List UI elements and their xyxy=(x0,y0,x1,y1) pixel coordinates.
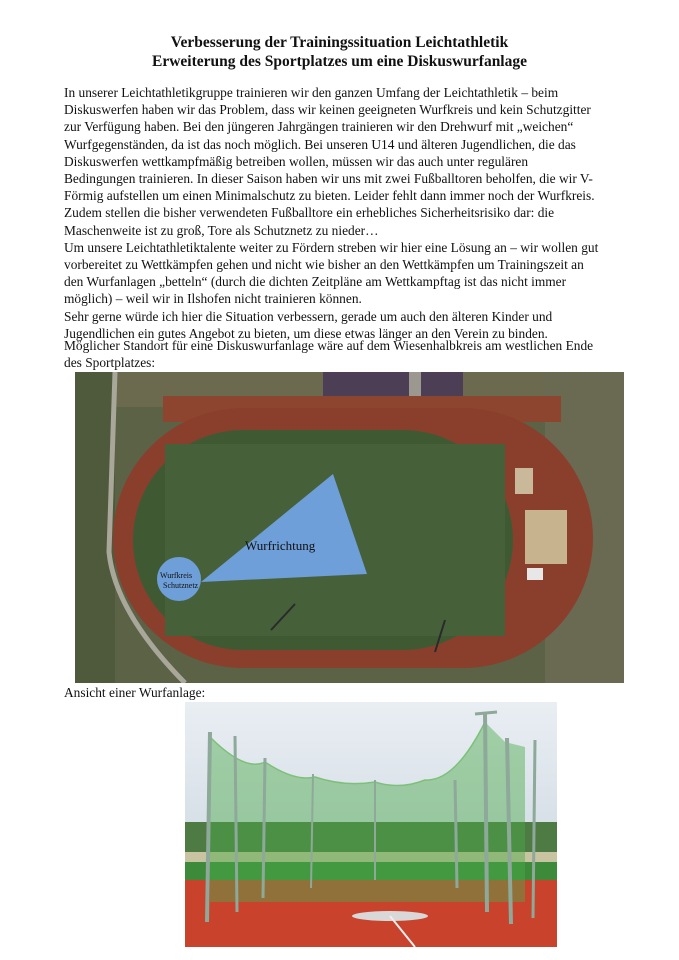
aerial-photo xyxy=(75,372,624,683)
paragraph-line: den Wurfanlagen „betteln“ (durch die dichten Zeitpläne am Wettkampftag ist das nicht immer xyxy=(64,274,567,290)
paragraph-line: Um unsere Leichtathletiktalente weiter zu Fördern streben wir hier eine Lösung an – wir wollen gut xyxy=(64,239,599,255)
paragraph-line: Diskuswerfen wettkampfmäßig betreiben wollen, müssen wir das auch unter regulären xyxy=(64,153,529,169)
aerial-building xyxy=(409,372,421,398)
photo-pole-3 xyxy=(263,758,265,898)
aerial-sand-1 xyxy=(515,468,533,494)
aerial-roof-1 xyxy=(323,372,409,396)
paragraph-line: Diskuswerfen haben wir das Problem, dass wir keinen geeigneten Wurfkreis und kein Schutzgitter xyxy=(64,102,591,118)
throw-circle-label-2: Schutznetz xyxy=(163,581,199,590)
document-title-line2: Erweiterung des Sportplatzes um eine Diskuswurfanlage xyxy=(151,53,527,70)
paragraph-line: Zudem stellen die bisher verwendeten Fußballtore ein erhebliches Sicherheitsrisiko dar: die xyxy=(64,205,555,221)
paragraph-line: zur Verfügung haben. Bei den jüngeren Jahrgängen trainieren wir den Drehwurf mit „weichen“ xyxy=(64,119,574,135)
paragraph-line: In unserer Leichtathletikgruppe trainieren wir den ganzen Umfang der Leichtathletik – beim xyxy=(64,85,559,100)
photo-pole-7 xyxy=(485,712,487,912)
paragraph-line: Wurfgegenständen, da ist das noch möglich. Bei unseren U14 und älteren Jugendlichen, die das xyxy=(64,136,576,152)
paragraph-line: Jugendlichen ein gutes Angebot zu bieten, um diese etwas länger an den Verein zu binden. xyxy=(64,325,548,341)
photo-pole-9 xyxy=(533,740,535,918)
aerial-shed xyxy=(527,568,543,580)
paragraph-line: Bedingungen trainieren. In dieser Saison haben wir uns mit zwei Fußballtoren beholfen, die wir V- xyxy=(64,171,593,187)
paragraph-line: Maschenweite ist zu groß, Tore als Schutznetz zu nieder… xyxy=(64,222,379,238)
location-paragraph xyxy=(64,337,624,371)
document-title-line1: Verbesserung der Trainingssituation Leichtathletik xyxy=(170,34,509,51)
paragraph-line: vorbereitet zu Wettkämpfen gehen und nicht wie bisher an den Wettkämpfen um Trainingszeit an xyxy=(64,257,584,273)
aerial-sand-2 xyxy=(525,510,567,564)
location-line: Möglicher Standort für eine Diskuswurfanlage wäre auf dem Wiesenhalbkreis am westlichen Ende xyxy=(64,338,594,353)
aerial-roof-2 xyxy=(419,372,463,396)
main-paragraph xyxy=(64,84,624,342)
discus-cage-photo xyxy=(185,702,557,947)
throw-circle-label-1: Wurfkreis xyxy=(160,571,193,580)
throw-direction-label: Wurfrichtung xyxy=(245,538,316,553)
photo-pole-2 xyxy=(235,736,237,912)
photo-top-bar xyxy=(475,712,497,714)
paragraph-line: Förmig aufstellen um einen Minimalschutz zu bieten. Leider fehlt dann immer noch der Wurfkreis. xyxy=(64,188,595,204)
photo-pole-6 xyxy=(455,780,457,888)
location-line: des Sportplatzes: xyxy=(64,355,156,371)
paragraph-line: Sehr gerne würde ich hier die Situation verbessern, gerade um auch den älteren Kinder und xyxy=(64,308,553,324)
paragraph-line: möglich) – weil wir in Ilshofen nicht trainieren können. xyxy=(64,291,362,307)
figure-caption: Ansicht einer Wurfanlage: xyxy=(64,685,206,700)
